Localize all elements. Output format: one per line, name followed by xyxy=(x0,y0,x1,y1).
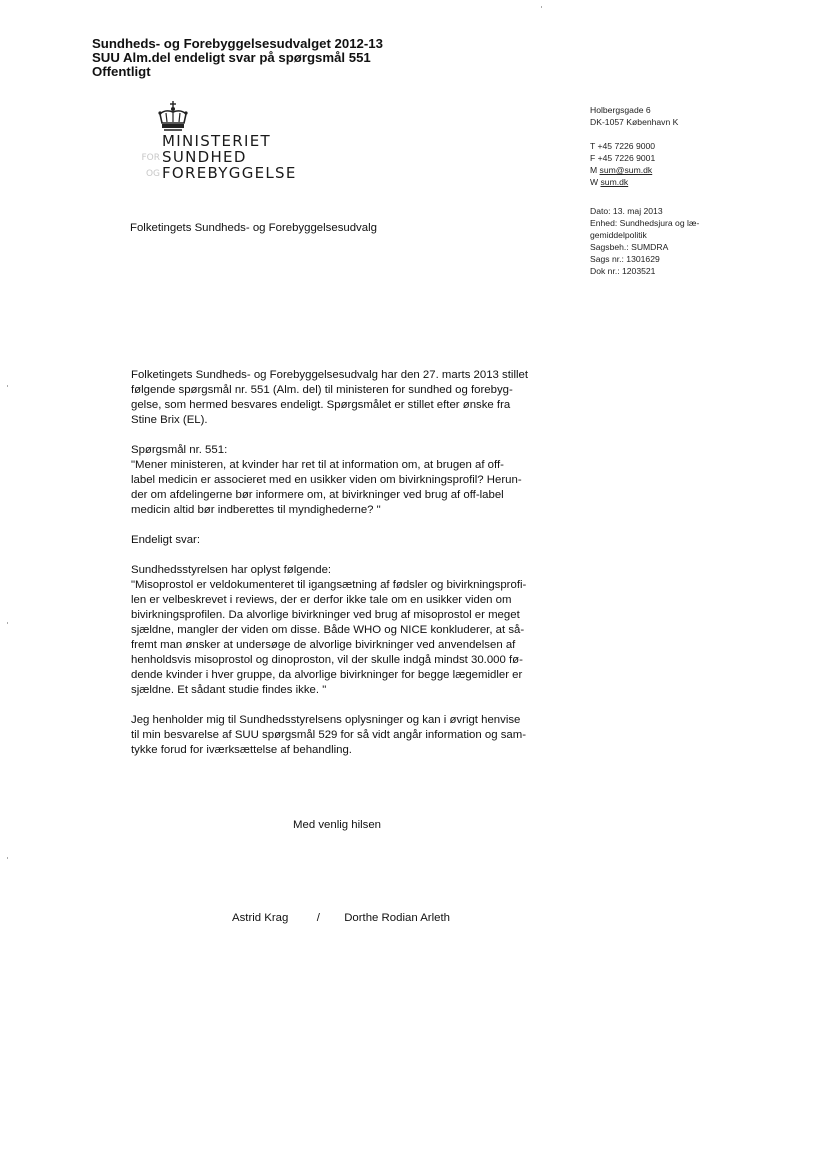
crown-icon xyxy=(156,100,190,132)
scan-mark xyxy=(7,622,8,624)
web-prefix: W xyxy=(590,177,601,187)
logo-prefix-for: FOR xyxy=(141,153,160,163)
text-line: label medicin er associeret med en usikker viden om bivirkningsprofil? Herun- xyxy=(131,474,522,486)
recipient: Folketingets Sundheds- og Forebyggelsesudvalg xyxy=(130,222,377,234)
text-line: sjældne. Et sådant studie findes ikke. " xyxy=(131,684,327,696)
document-date: Dato: 13. maj 2013 xyxy=(590,206,663,216)
logo-line-forebyggelse: FOREBYGGELSE xyxy=(162,164,297,182)
text-line: til min besvarelse af SUU spørgsmål 529 for så vidt angår information og sam- xyxy=(131,729,527,741)
web-row xyxy=(590,176,699,188)
text-line: henholdsvis misoprostol og dinoproston, vil der skulle indgå mindst 30.000 fø- xyxy=(131,654,523,666)
web-link[interactable]: sum.dk xyxy=(600,177,629,187)
text-line: medicin altid bør indberettes til myndighederne? " xyxy=(131,504,381,516)
answer-heading xyxy=(131,533,561,548)
address-street: Holbergsgade 6 xyxy=(590,105,651,115)
scan-mark xyxy=(7,385,8,387)
email-prefix: M xyxy=(590,165,600,175)
answer-paragraph xyxy=(131,563,561,698)
email-row xyxy=(590,164,699,176)
unit-line-2: gemiddelpolitik xyxy=(590,230,647,240)
text-line: len er velbeskrevet i reviews, der er derfor ikke tale om en usikker viden om xyxy=(131,594,512,606)
intro-paragraph xyxy=(131,368,561,428)
text-line: sjældne, mangler der viden om disse. Både WHO og NICE konkluderer, at så- xyxy=(131,624,525,636)
contact-block xyxy=(590,104,699,277)
text-line: "Misoprostol er veldokumenteret til igangsætning af fødsler og bivirkningsprofi- xyxy=(131,579,527,591)
text-line: "Mener ministeren, at kvinder har ret til at information om, at brugen af off- xyxy=(131,459,504,471)
text-line: der om afdelingerne bør informere om, at bivirkninger ved brug af off-label xyxy=(131,489,504,501)
document-header xyxy=(92,37,383,79)
logo-line-sundhed: SUNDHED xyxy=(162,148,247,166)
header-status: Offentligt xyxy=(92,64,151,79)
letter-body xyxy=(131,368,561,773)
signature-line xyxy=(232,912,450,924)
text-line: følgende spørgsmål nr. 551 (Alm. del) til ministeren for sundhed og forebyg- xyxy=(131,384,513,396)
text-line: bivirkningsprofilen. Da alvorlige bivirkninger ved brug af misoprostol er meget xyxy=(131,609,520,621)
question-label: Spørgsmål nr. 551: xyxy=(131,444,228,456)
signature-separator: / xyxy=(316,912,320,924)
text-line: Folketingets Sundheds- og Forebyggelsesudvalg har den 27. marts 2013 stillet xyxy=(131,369,529,381)
fax-number: F +45 7226 9001 xyxy=(590,153,656,163)
logo-prefix xyxy=(128,150,160,182)
caseworker: Sagsbeh.: SUMDRA xyxy=(590,242,669,252)
signatory-minister: Astrid Krag xyxy=(232,912,289,924)
ministry-logo xyxy=(162,133,297,181)
text-line: Stine Brix (EL). xyxy=(131,414,208,426)
header-reference: SUU Alm.del endeligt svar på spørgsmål 551 xyxy=(92,50,371,65)
final-paragraph xyxy=(131,713,561,758)
answer-heading-text: Endeligt svar: xyxy=(131,534,201,546)
scan-mark xyxy=(541,6,542,8)
text-line: Sundhedsstyrelsen har oplyst følgende: xyxy=(131,564,332,576)
question-paragraph xyxy=(131,443,561,518)
text-line: Jeg henholder mig til Sundhedsstyrelsens oplysninger og kan i øvrigt henvise xyxy=(131,714,521,726)
text-line: gelse, som hermed besvares endeligt. Spørgsmålet er stillet efter ønske fra xyxy=(131,399,511,411)
logo-line-ministeriet: MINISTERIET xyxy=(162,132,271,150)
case-number: Sags nr.: 1301629 xyxy=(590,254,660,264)
address-city: DK-1057 København K xyxy=(590,117,679,127)
email-link[interactable]: sum@sum.dk xyxy=(599,165,653,175)
text-line: fremt man ønsker at undersøge de alvorlige bivirkninger ved anvendelsen af xyxy=(131,639,516,651)
signatory-secretary: Dorthe Rodian Arleth xyxy=(344,912,450,924)
text-line: dende kvinder i hver gruppe, da alvorlige bivirkninger for begge lægemidler er xyxy=(131,669,523,681)
closing-greeting: Med venlig hilsen xyxy=(293,819,382,831)
logo-prefix-og: OG xyxy=(145,169,160,179)
phone-number: T +45 7226 9000 xyxy=(590,141,656,151)
header-committee: Sundheds- og Forebyggelsesudvalget 2012-13 xyxy=(92,36,383,51)
unit-line-1: Enhed: Sundhedsjura og læ- xyxy=(590,218,700,228)
scan-mark xyxy=(7,857,8,859)
document-number: Dok nr.: 1203521 xyxy=(590,266,656,276)
text-line: tykke forud for iværksættelse af behandling. xyxy=(131,744,352,756)
